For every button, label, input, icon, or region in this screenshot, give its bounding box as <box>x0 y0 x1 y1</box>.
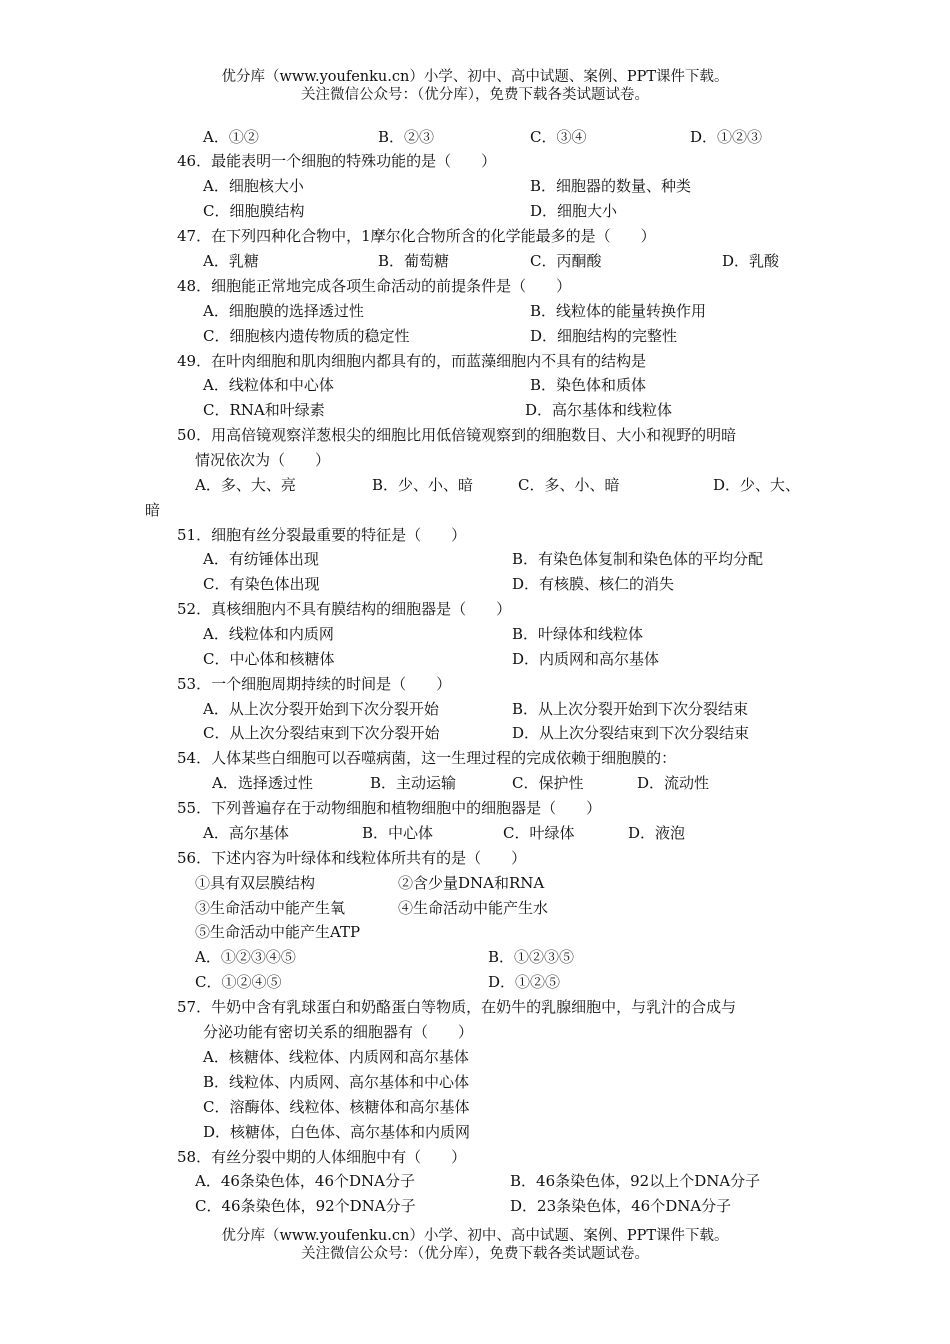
q51-option-a: A．有纺锤体出现 <box>203 550 319 568</box>
q57-option-c: C．溶酶体、线粒体、核糖体和高尔基体 <box>203 1098 470 1116</box>
q58-option-b: B．46条染色体，92以上个DNA分子 <box>510 1172 761 1190</box>
q56-option-b: B．①②③⑤ <box>488 948 575 966</box>
q49-option-d: D．高尔基体和线粒体 <box>525 401 673 419</box>
q53-stem: 53．一个细胞周期持续的时间是（ ） <box>177 675 452 693</box>
q52-stem: 52．真核细胞内不具有膜结构的细胞器是（ ） <box>177 600 512 618</box>
q46-option-c: C．细胞膜结构 <box>203 202 305 220</box>
q56-item-3: ③生命活动中能产生氧 <box>195 899 346 917</box>
q56-option-a: A．①②③④⑤ <box>195 948 296 966</box>
q54-option-d: D．流动性 <box>637 774 710 792</box>
footer-line-1: 优分库（www.youfenku.cn）小学、初中、高中试题、案例、PPT课件下载。 <box>221 1228 729 1244</box>
q47-option-a: A．乳糖 <box>203 252 259 270</box>
q54-option-b: B．主动运输 <box>370 774 457 792</box>
q56-option-c: C．①②④⑤ <box>195 973 282 991</box>
q45-option-d: D．①②③ <box>690 128 763 146</box>
footer-line-2: 关注微信公众号：（优分库），免费下载各类试题试卷。 <box>301 1246 649 1262</box>
q52-option-d: D．内质网和高尔基体 <box>512 650 660 668</box>
q58-stem: 58．有丝分裂中期的人体细胞中有（ ） <box>177 1148 467 1166</box>
q55-stem: 55．下列普遍存在于动物细胞和植物细胞中的细胞器是（ ） <box>177 799 602 817</box>
q56-item-1: ①具有双层膜结构 <box>195 874 316 892</box>
q48-option-a: A．细胞膜的选择透过性 <box>203 302 364 320</box>
q55-option-b: B．中心体 <box>362 824 434 842</box>
q56-stem: 56．下述内容为叶绿体和线粒体所共有的是（ ） <box>177 849 527 867</box>
q55-option-c: C．叶绿体 <box>503 824 575 842</box>
q50-option-d-wrap: 暗 <box>145 501 161 519</box>
q49-stem: 49．在叶肉细胞和肌肉细胞内都具有的，而蓝藻细胞内不具有的结构是 <box>177 352 647 370</box>
q53-option-c: C．从上次分裂结束到下次分裂开始 <box>203 724 440 742</box>
q54-option-a: A．选择透过性 <box>212 774 313 792</box>
header-line-1: 优分库（www.youfenku.cn）小学、初中、高中试题、案例、PPT课件下载。 <box>221 69 729 85</box>
q46-option-d: D．细胞大小 <box>530 202 618 220</box>
q52-option-a: A．线粒体和内质网 <box>203 625 334 643</box>
q51-option-c: C．有染色体出现 <box>203 575 320 593</box>
q45-option-b: B．②③ <box>378 128 435 146</box>
q56-option-d: D．①②⑤ <box>488 973 561 991</box>
q49-option-c: C．RNA和叶绿素 <box>203 401 325 419</box>
q57-stem-line-2: 分泌功能有密切关系的细胞器有（ ） <box>203 1023 474 1041</box>
q47-option-c: C．丙酮酸 <box>530 252 602 270</box>
q58-option-d: D．23条染色体，46个DNA分子 <box>510 1197 732 1215</box>
q47-option-d: D．乳酸 <box>722 252 780 270</box>
q56-item-2: ②含少量DNA和RNA <box>398 874 545 892</box>
q45-option-a: A．①② <box>203 128 259 146</box>
q58-option-c: C．46条染色体，92个DNA分子 <box>195 1197 416 1215</box>
q48-option-c: C．细胞核内遗传物质的稳定性 <box>203 327 410 345</box>
q57-option-b: B．线粒体、内质网、高尔基体和中心体 <box>203 1073 470 1091</box>
q46-option-b: B．细胞器的数量、种类 <box>530 177 692 195</box>
q53-option-b: B．从上次分裂开始到下次分裂结束 <box>512 700 749 718</box>
q58-option-a: A．46条染色体，46个DNA分子 <box>195 1172 415 1190</box>
q47-stem: 47．在下列四种化合物中，1摩尔化合物所含的化学能最多的是（ ） <box>177 227 656 245</box>
q50-stem-line-1: 50．用高倍镜观察洋葱根尖的细胞比用低倍镜观察到的细胞数目、大小和视野的明暗 <box>177 426 737 444</box>
q48-stem: 48．细胞能正常地完成各项生命活动的前提条件是（ ） <box>177 277 572 295</box>
q50-stem-line-2: 情况依次为（ ） <box>195 451 331 469</box>
q57-stem-line-1: 57．牛奶中含有乳球蛋白和奶酪蛋白等物质，在奶牛的乳腺细胞中，与乳汁的合成与 <box>177 998 737 1016</box>
q51-option-d: D．有核膜、核仁的消失 <box>512 575 675 593</box>
q52-option-c: C．中心体和核糖体 <box>203 650 335 668</box>
q48-option-b: B．线粒体的能量转换作用 <box>530 302 707 320</box>
q47-option-b: B．葡萄糖 <box>378 252 450 270</box>
q49-option-b: B．染色体和质体 <box>530 376 647 394</box>
q53-option-a: A．从上次分裂开始到下次分裂开始 <box>203 700 439 718</box>
q57-option-d: D．核糖体，白色体、高尔基体和内质网 <box>203 1123 471 1141</box>
header-line-2: 关注微信公众号：（优分库），免费下载各类试题试卷。 <box>301 87 649 103</box>
q50-option-b: B．少、小、暗 <box>372 476 474 494</box>
q56-item-4: ④生命活动中能产生水 <box>398 899 549 917</box>
q53-option-d: D．从上次分裂结束到下次分裂结束 <box>512 724 750 742</box>
q54-option-c: C．保护性 <box>512 774 584 792</box>
q54-stem: 54．人体某些白细胞可以吞噬病菌，这一生理过程的完成依赖于细胞膜的： <box>177 749 677 767</box>
q50-option-c: C．多、小、暗 <box>518 476 620 494</box>
q51-stem: 51．细胞有丝分裂最重要的特征是（ ） <box>177 526 467 544</box>
q49-option-a: A．线粒体和中心体 <box>203 376 334 394</box>
q46-option-a: A．细胞核大小 <box>203 177 304 195</box>
q45-option-c: C．③④ <box>530 128 587 146</box>
q50-option-d: D．少、大、 <box>713 476 801 494</box>
q56-item-5: ⑤生命活动中能产生ATP <box>195 923 361 941</box>
q48-option-d: D．细胞结构的完整性 <box>530 327 678 345</box>
q51-option-b: B．有染色体复制和染色体的平均分配 <box>512 550 764 568</box>
q57-option-a: A．核糖体、线粒体、内质网和高尔基体 <box>203 1048 469 1066</box>
q55-option-d: D．液泡 <box>628 824 686 842</box>
q55-option-a: A．高尔基体 <box>203 824 289 842</box>
q46-stem: 46．最能表明一个细胞的特殊功能的是（ ） <box>177 152 497 170</box>
q50-option-a: A．多、大、亮 <box>195 476 296 494</box>
q52-option-b: B．叶绿体和线粒体 <box>512 625 644 643</box>
